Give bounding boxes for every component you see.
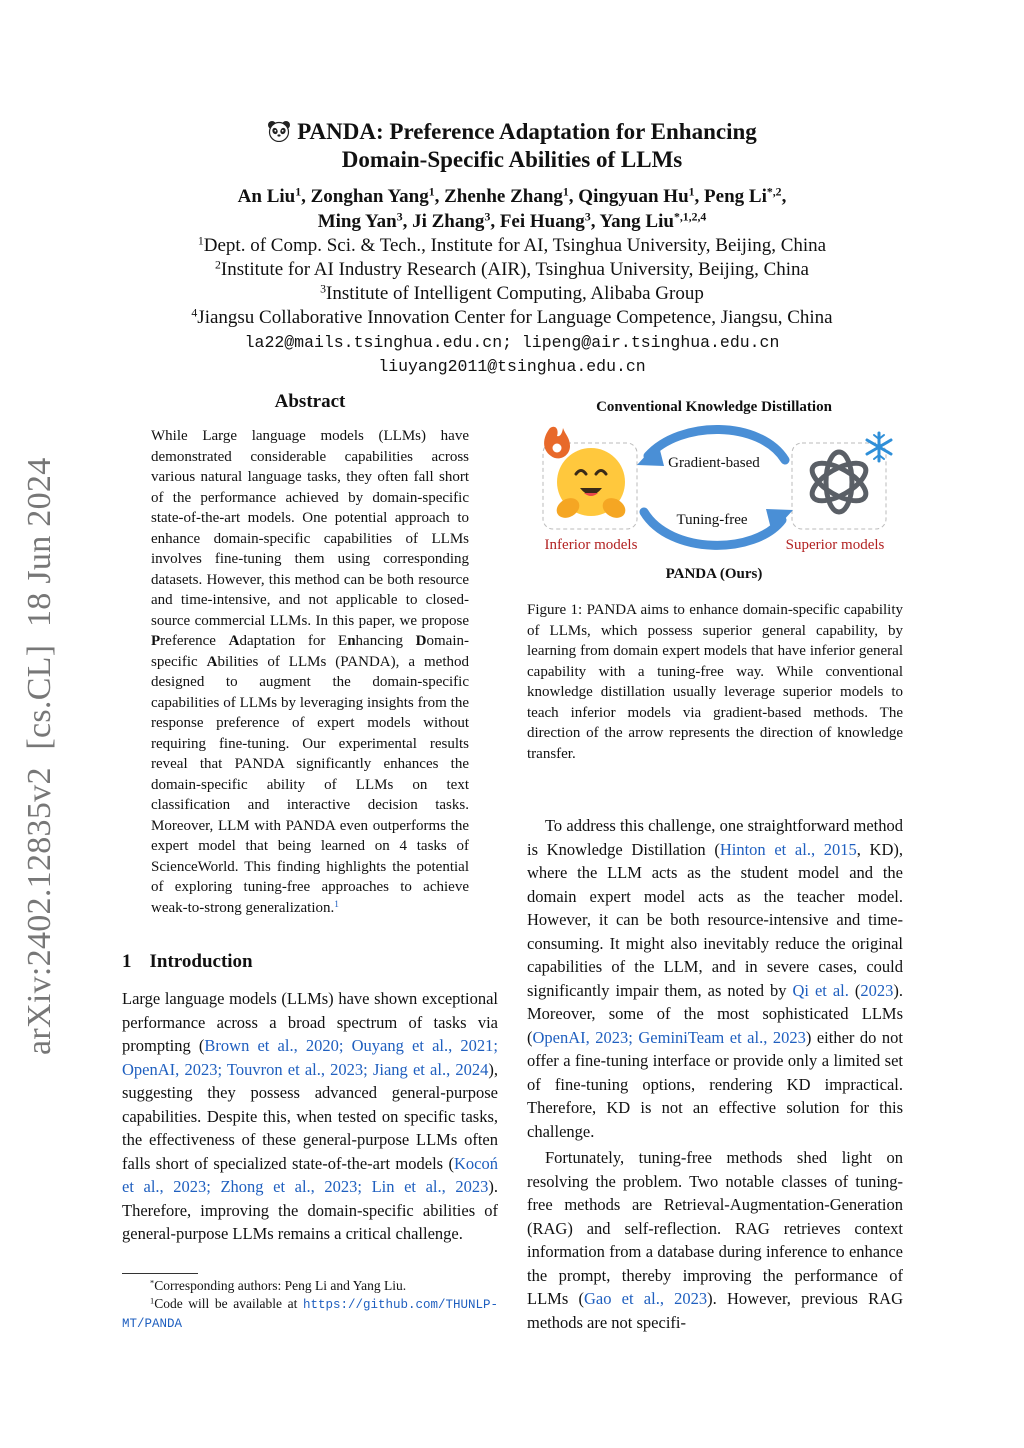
superior-model-box — [792, 443, 886, 529]
footnote-code — [122, 1295, 498, 1333]
author-affiliation-mark: *,1,2,4 — [673, 210, 707, 224]
author-separator: , — [781, 186, 787, 207]
footnote-ref[interactable]: 1 — [334, 899, 339, 910]
affiliation-text: Dept. of Comp. Sci. & Tech., Institute for AI, Tsinghua University, Beijing, China — [203, 235, 827, 256]
author-separator: , — [490, 211, 500, 232]
acronym-letter: D — [415, 633, 427, 649]
affiliation-line — [0, 258, 1024, 282]
tuning-free-label: Tuning-free — [676, 512, 748, 528]
citation-link[interactable]: 2023 — [860, 980, 894, 1000]
citation-link[interactable]: Hinton et al., 2015 — [719, 839, 857, 859]
author-separator: , — [402, 211, 413, 232]
author-name: Yang Liu — [599, 211, 674, 232]
body-text: ). Moreover, some of the most sophisticated LLMs ( — [527, 980, 903, 1047]
affiliation-line — [0, 306, 1024, 330]
body-text: ). However, previous RAG methods are not specifi- — [527, 1289, 904, 1332]
fire-icon — [544, 427, 570, 459]
author-affiliation-mark: 3 — [484, 210, 491, 224]
affiliation-mark: 1 — [197, 234, 204, 248]
author-name: An Liu — [237, 186, 296, 207]
affiliation-line — [0, 282, 1024, 306]
author-name: Ji Zhang — [412, 211, 485, 232]
footnote-divider — [122, 1273, 198, 1274]
footnotes — [122, 1277, 498, 1333]
body-text: , KD), where the LLM acts as the student model and the domain expert model acts as the teacher model. However, it can be both resource-intensive and time-consuming. It might also inevitably reduce the original capabilities of the LLM, and in severe cases, could significantly impair them, as noted by — [527, 839, 903, 1000]
intro-paragraph — [122, 987, 498, 1246]
code-link[interactable]: https://github.com/THUNLP-MT/PANDA — [122, 1298, 498, 1331]
figure-1-caption: Figure 1: PANDA aims to enhance domain-specific capability of LLMs, which possess superior general capability, by learning from domain expert models that have inferior general capability with a tuning-free way. While conventional knowledge distillation usually leverage superior models to teach inferior models via gradient-based methods. The direction of the arrow represents the direction of knowledge transfer. — [527, 602, 903, 762]
author-line-1 — [0, 184, 1024, 209]
abstract-text: bilities of LLMs (PANDA), a method designed to augment the domain-specific capabilities of LLMs by leveraging insights from the response preference of expert models without requiring fine-tuning. Our experimental results reveal that PANDA significantly enhances the domain-specific ability of LLMs on text classification and interactive decision tasks. Moreover, LLM with PANDA even outperforms the expert model that being learned on 4 tasks of ScienceWorld. This finding highlights the potential of exploring tuning-free approaches to achieve weak-to-strong generalization. — [151, 653, 469, 916]
acronym-letter: n — [347, 633, 356, 649]
gradient-label: Gradient-based — [668, 455, 760, 471]
affiliation-line — [0, 234, 1024, 258]
kd-paragraph — [527, 814, 903, 1143]
hugging-face-icon — [553, 448, 629, 522]
author-name: Fei Huang — [499, 211, 585, 232]
footnote-mark: * — [150, 1278, 155, 1288]
affiliation-mark: 3 — [320, 282, 327, 296]
paper-title — [0, 118, 1024, 174]
citation-link[interactable]: Kocoń et al., 2023; Zhong et al., 2023; Lin et al., 2023 — [122, 1153, 498, 1196]
arxiv-sidebar-id — [20, 455, 60, 1055]
acronym-letter: A — [206, 653, 218, 670]
abstract-heading: Abstract — [274, 391, 346, 412]
footnote-text: Code will be available at — [154, 1296, 303, 1311]
author-affiliation-mark: 1 — [688, 185, 695, 199]
title-text-1: PANDA: Preference Adaptation for Enhancing — [297, 119, 757, 144]
author-name: Qingyuan Hu — [578, 186, 689, 207]
footnote-mark: 1 — [150, 1296, 155, 1306]
author-affiliation-mark: *,2 — [766, 185, 782, 199]
affiliation-mark: 4 — [191, 306, 198, 320]
body-text: To address this challenge, one straightforward method is Knowledge Distillation ( — [527, 816, 903, 859]
email-block — [0, 331, 1024, 379]
footnote-text: Corresponding authors: Peng Li and Yang Liu. — [154, 1278, 407, 1293]
email-line-1[interactable]: la22@mails.tsinghua.edu.cn; lipeng@air.tsinghua.edu.cn — [244, 333, 780, 352]
affiliation-text: Institute for AI Industry Research (AIR), Tsinghua University, Beijing, China — [220, 259, 809, 280]
panda-icon — [267, 120, 291, 142]
body-text: ), suggesting they possess advanced general-purpose capabilities. Despite this, when tested on specific tasks, the effectiveness of these general-purpose LLMs often falls short of specialized state-of-the-art models ( — [122, 1059, 498, 1173]
affiliation-list — [0, 234, 1024, 330]
citation-link[interactable]: Gao et al., 2023 — [583, 1289, 708, 1308]
author-separator: , — [301, 186, 311, 207]
abstract-text: reference — [160, 633, 229, 649]
title-line-2: Domain-Specific Abilities of LLMs — [341, 147, 683, 172]
body-text: ) either do not offer a fine-tuning interface or provide only a limited set of fine-tuning options, rendering KD impractical. Therefore, KD is not an effective solution for this challenge. — [527, 1027, 903, 1141]
body-text: ). Therefore, improving the domain-specific abilities of general-purpose LLMs remains a critical challenge. — [122, 1177, 498, 1243]
author-affiliation-mark: 1 — [295, 185, 302, 199]
footnote-corresponding — [122, 1277, 498, 1295]
section-number: 1 — [122, 951, 132, 972]
author-name: Zhenhe Zhang — [444, 186, 563, 207]
author-separator: , — [694, 186, 705, 207]
author-affiliation-mark: 1 — [562, 185, 569, 199]
citation-link[interactable]: Brown et al., 2020; Ouyang et al., 2021; OpenAI, 2023; Touvron et al., 2023; Jiang et al., 2024 — [122, 1036, 498, 1079]
author-name: Ming Yan — [317, 211, 397, 232]
figure-top-label: Conventional Knowledge Distillation — [596, 399, 832, 415]
abstract-text: daptation for E — [239, 633, 348, 649]
author-name: Peng Li — [704, 186, 767, 207]
tuning-free-paragraph — [527, 1146, 903, 1334]
affiliation-text: Institute of Intelligent Computing, Alibaba Group — [326, 283, 704, 304]
citation-link[interactable]: OpenAI, 2023; GeminiTeam et al., 2023 — [532, 1027, 806, 1047]
email-line-2[interactable]: liuyang2011@tsinghua.edu.cn — [378, 357, 646, 376]
acronym-letter: A — [228, 633, 240, 649]
title-line-1 — [0, 118, 1024, 146]
body-text: Fortunately, tuning-free methods shed light on resolving the problem. Two notable classes of tuning-free methods are Retrieval-Augmentation-Generation (RAG) and self-reflection. RAG retrieves context information from a database during inference to enhance the prompt, thereby improving the performance of LLMs ( — [527, 1148, 903, 1308]
abstract-body — [151, 426, 469, 918]
body-text: Large language models (LLMs) have shown exceptional performance across a broad spectrum of tasks via prompting ( — [122, 989, 498, 1055]
author-name: Zonghan Yang — [310, 186, 429, 207]
abstract-text: omain-specific — [151, 633, 469, 670]
superior-models-label: Superior models — [785, 537, 885, 553]
body-text: ( — [848, 980, 861, 1000]
figure-1-diagram — [520, 390, 906, 590]
author-separator: , — [590, 211, 600, 232]
citation-link[interactable]: Qi et al. — [792, 980, 849, 1000]
author-affiliation-mark: 1 — [428, 185, 435, 199]
abstract-text: hancing — [355, 633, 416, 649]
openai-logo-icon — [807, 452, 872, 512]
author-list — [0, 184, 1024, 234]
inferior-models-label: Inferior models — [544, 537, 638, 553]
author-affiliation-mark: 3 — [396, 210, 403, 224]
affiliation-mark: 2 — [215, 258, 221, 272]
affiliation-text: Jiangsu Collaborative Innovation Center for Language Competence, Jiangsu, China — [197, 307, 833, 328]
author-separator: , — [568, 186, 579, 207]
abstract-text: While Large language models (LLMs) have demonstrated considerable capabilities across various natural language tasks, they often fall short of the performance achieved by domain-specific state-of-the-art models. One potential approach to enhance domain-specific capabilities of LLMs involves fine-tuning them using corresponding datasets. However, this method can be both resource and time-intensive, and not applicable to closed-source commercial LLMs. In this paper, we propose — [151, 428, 469, 629]
section-title: Introduction — [149, 951, 253, 972]
author-line-2 — [0, 209, 1024, 234]
figure-bottom-label: PANDA (Ours) — [665, 566, 763, 582]
section-heading-introduction — [122, 951, 253, 973]
arxiv-id-text: arXiv:2402.12835v2 [cs.CL] 18 Jun 2024 — [21, 457, 58, 1055]
acronym-letter: P — [151, 633, 161, 649]
author-separator: , — [434, 186, 445, 207]
snowflake-icon — [867, 433, 891, 461]
author-affiliation-mark: 3 — [584, 210, 591, 224]
